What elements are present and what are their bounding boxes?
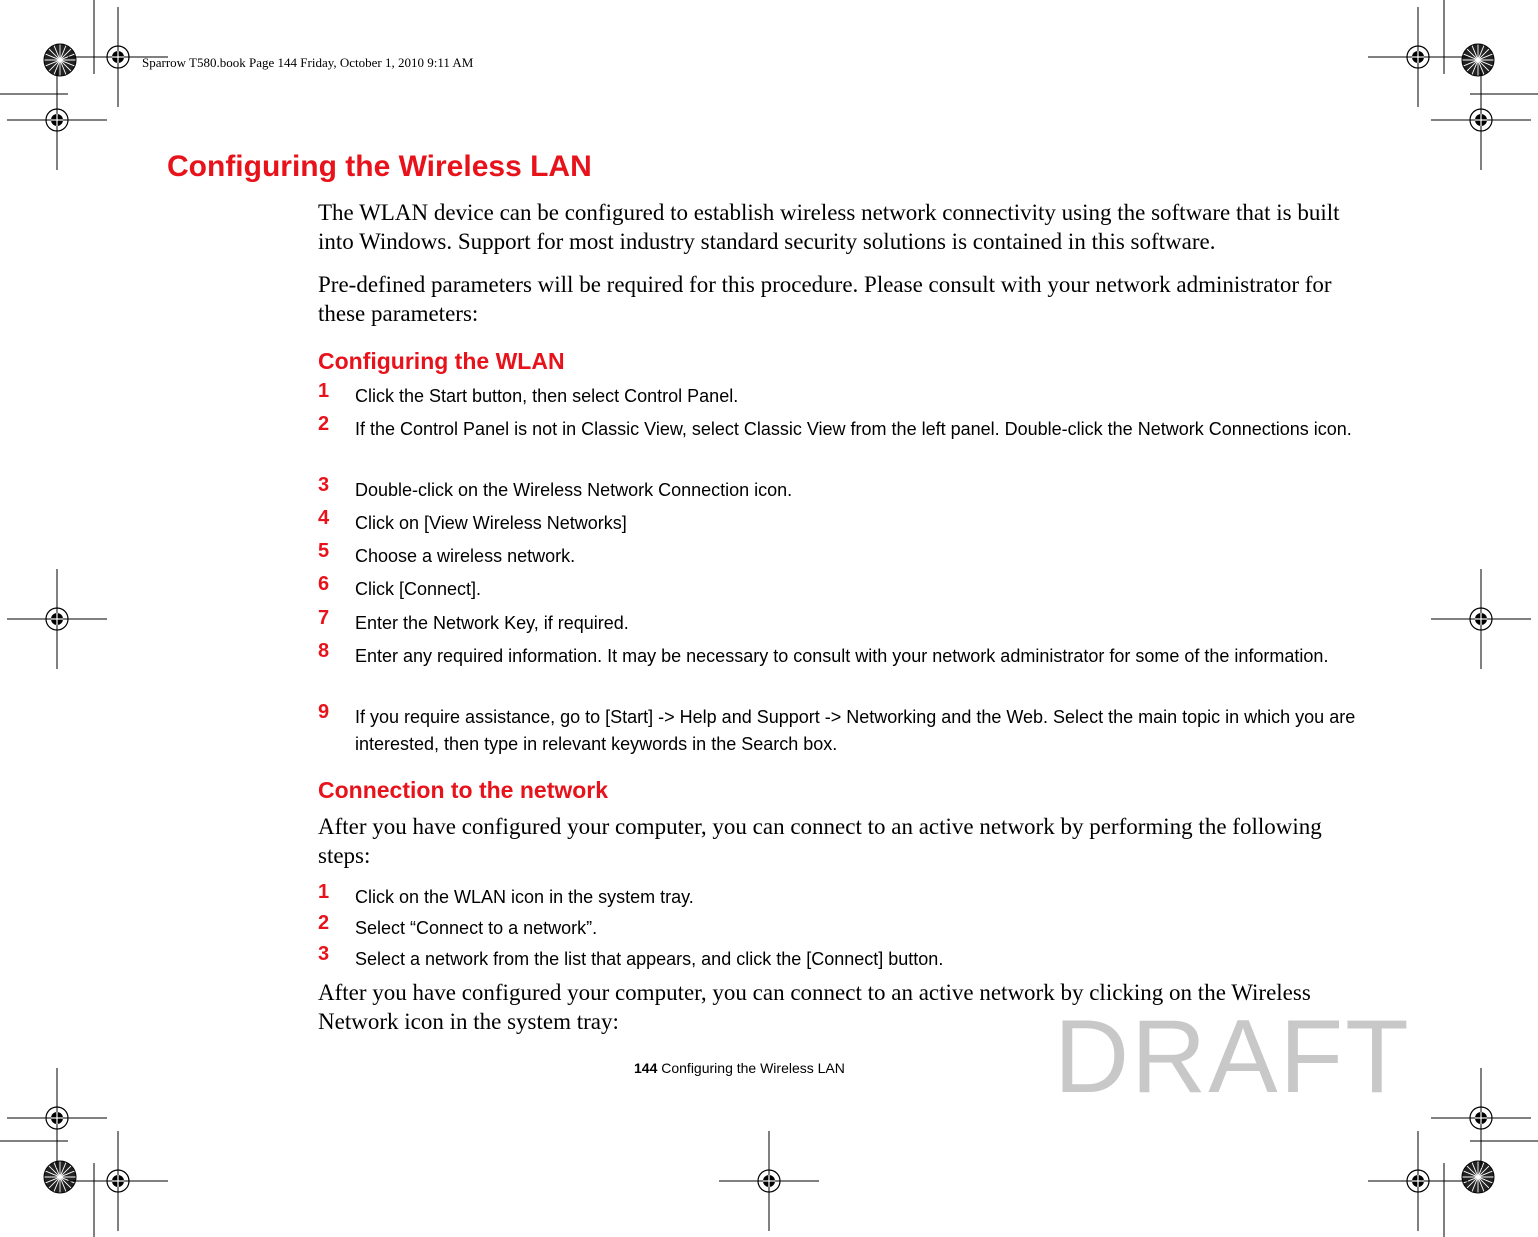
step-number: 6 (318, 573, 330, 595)
step-number: 5 (318, 540, 330, 562)
step-text: If the Control Panel is not in Classic View, select Classic View from the left panel. Double-click the Network Connections icon. (355, 419, 1352, 439)
step-text: Click the Start button, then select Control Panel. (355, 386, 739, 406)
section2-intro-paragraph: After you have configured your computer, you can connect to an active network by performing the following steps: (318, 814, 1322, 868)
step-text: Enter the Network Key, if required. (355, 613, 629, 633)
step-number: 4 (318, 507, 330, 529)
step-number: 3 (318, 943, 330, 965)
step-text: Choose a wireless network. (355, 546, 576, 566)
step-text: Click on [View Wireless Networks] (355, 513, 627, 533)
step-number: 2 (318, 912, 330, 934)
step-number: 8 (318, 640, 330, 662)
step-number: 3 (318, 474, 330, 496)
step-text: Select a network from the list that appears, and click the [Connect] button. (355, 949, 944, 969)
step-number: 7 (318, 607, 330, 629)
step-text: Select “Connect to a network”. (355, 918, 598, 938)
section-heading-configuring-wlan: Configuring the WLAN (318, 348, 565, 374)
step-number: 9 (318, 701, 330, 723)
draft-watermark: DRAFT (1054, 999, 1411, 1115)
page-title: Configuring the Wireless LAN (167, 150, 592, 183)
step-text: Enter any required information. It may be necessary to consult with your network administrator for some of the information. (355, 646, 1329, 666)
print-slug-line: Sparrow T580.book Page 144 Friday, October 1, 2010 9:11 AM (142, 55, 474, 70)
step-text: If you require assistance, go to [Start] -> Help and Support -> Networking and the Web. Select the main topic in which you are interested, then type in relevant keywords in the Search box. (355, 707, 1356, 754)
section-heading-connection-to-network: Connection to the network (318, 777, 609, 803)
page-number: 144 (634, 1060, 658, 1076)
step-text: Click [Connect]. (355, 579, 482, 599)
step-text: Click on the WLAN icon in the system tray. (355, 887, 694, 907)
step-text: Double-click on the Wireless Network Connection icon. (355, 480, 793, 500)
intro-paragraph-2: Pre-defined parameters will be required for this procedure. Please consult with your network administrator for these parameters: (318, 272, 1332, 326)
step-number: 1 (318, 881, 330, 903)
section2-outro-paragraph: After you have configured your computer, you can connect to an active network by clicking on the Wireless Network icon in the system tray: (318, 980, 1311, 1034)
page-footer (634, 1060, 845, 1076)
intro-paragraph-1: The WLAN device can be configured to establish wireless network connectivity using the software that is built into Windows. Support for most industry standard security solutions is contained in this software. (318, 200, 1340, 254)
step-number: 1 (318, 380, 330, 402)
step-number: 2 (318, 413, 330, 435)
footer-chapter-label: Configuring the Wireless LAN (661, 1060, 845, 1076)
